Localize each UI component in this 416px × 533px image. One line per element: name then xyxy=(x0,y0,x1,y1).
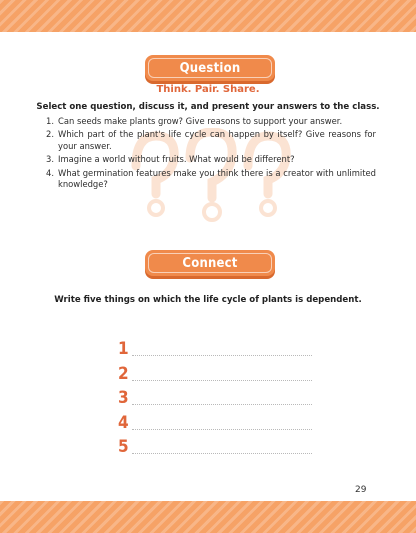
question-item xyxy=(46,129,376,152)
answer-line-rule xyxy=(132,404,312,405)
connect-heading: Connect xyxy=(182,255,238,271)
answer-line-number: 1 xyxy=(118,339,129,360)
answer-line[interactable] xyxy=(118,385,312,409)
top-decorative-band xyxy=(0,0,416,32)
bottom-decorative-band xyxy=(0,501,416,533)
question-item xyxy=(46,116,376,128)
question-item xyxy=(46,154,376,166)
question-number: 3. xyxy=(46,154,54,165)
answer-line[interactable] xyxy=(118,336,312,360)
answer-line-rule xyxy=(132,453,312,454)
question-text: Imagine a world without fruits. What would be different? xyxy=(58,154,295,165)
question-number: 4. xyxy=(46,167,54,178)
answer-line[interactable] xyxy=(118,409,312,433)
question-text: Which part of the plant's life cycle can happen by itself? Give reasons for your answer. xyxy=(58,129,376,151)
answer-line-rule xyxy=(132,380,312,381)
answer-line-rule xyxy=(132,355,312,356)
connect-heading-badge xyxy=(145,250,275,276)
page-number: 29 xyxy=(355,485,367,495)
think-pair-share-subtitle: Think. Pair. Share. xyxy=(156,84,260,95)
answer-line-number: 5 xyxy=(118,436,129,457)
answer-line[interactable] xyxy=(118,360,312,384)
answer-line-number: 2 xyxy=(118,363,129,384)
question-number: 1. xyxy=(46,116,54,126)
connect-instruction: Write five things on which the life cycle of plants is dependent. xyxy=(54,295,362,305)
answer-lines xyxy=(118,336,312,458)
question-list xyxy=(46,116,376,193)
question-number: 2. xyxy=(46,129,54,140)
answer-line-number: 4 xyxy=(118,412,129,433)
question-instruction: Select one question, discuss it, and present your answers to the class. xyxy=(36,102,380,112)
answer-line[interactable] xyxy=(118,434,312,458)
question-text: Can seeds make plants grow? Give reasons to support your answer. xyxy=(58,116,343,126)
question-item xyxy=(46,167,376,191)
answer-line-rule xyxy=(132,429,312,430)
question-heading: Question xyxy=(179,60,241,76)
answer-line-number: 3 xyxy=(118,388,129,409)
question-heading-badge xyxy=(145,55,275,81)
question-text: What germination features make you think there is a creator with unlimited knowledge? xyxy=(58,167,376,190)
